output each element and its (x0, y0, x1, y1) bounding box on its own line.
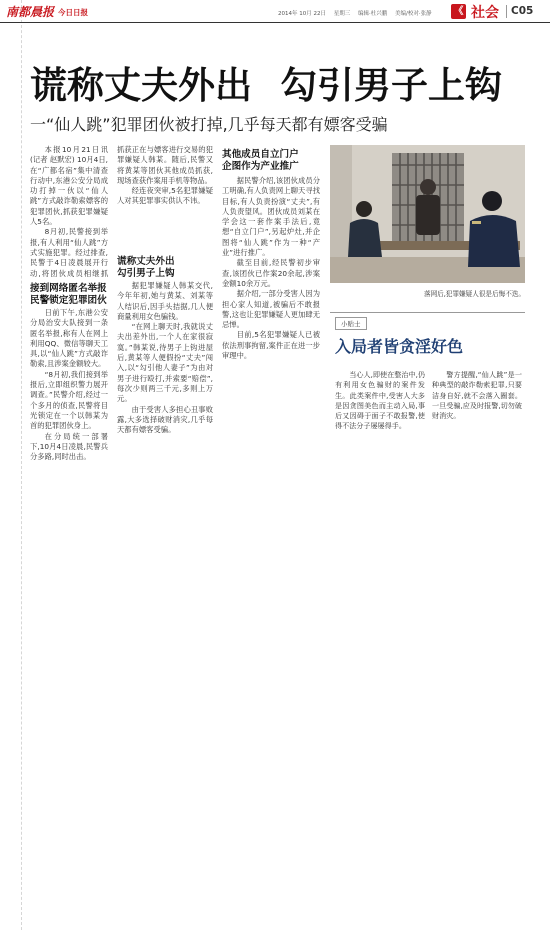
column-2-body (117, 281, 213, 487)
photo-officer-cap (482, 191, 502, 211)
issue-weekday: 星期三 (333, 11, 351, 17)
paragraph: 目前,5名犯罪嫌疑人已被依法刑事拘留,案件正在进一步审理中。 (222, 330, 320, 361)
headline-part-1: 谎称丈夫外出 (30, 64, 252, 107)
page-binding-line (21, 0, 22, 930)
double-chevron-left-icon: 《 (451, 4, 466, 19)
column-1-subheading (30, 283, 110, 306)
subheading-line: 接到网络匿名举报 (30, 283, 107, 294)
paragraph: 在分局统一部署下,10月4日凌晨,民警兵分多路,同时出击。 (30, 431, 108, 462)
photo-caption: 落网后,犯罪嫌疑人很是后悔不迭。 (423, 290, 525, 298)
sidebar-tag: 小贴士 (335, 317, 367, 330)
newspaper-logo: 南都晨报 (6, 5, 55, 19)
paragraph: “在网上聊天时,我就说丈夫出差外出,一个人在家很寂寞。”韩某说,待男子上钩进屋后,黄某等人便假扮“丈夫”闯入,以“勾引他人妻子”为由对男子进行殴打,并索要“赔偿”,每次少则两三千元,多则上万元。 (117, 322, 213, 404)
headline (30, 64, 502, 108)
subheading-line: 民警锁定犯罪团伙 (30, 294, 107, 306)
paragraph: 8月初,民警接到举报,有人利用“仙人跳”方式实施犯罪。经过排查,民警于4日凌晨展开行动,将团伙成员相继抓 (30, 227, 108, 278)
column-3-subheading (222, 149, 320, 172)
paragraph: 据犯罪嫌疑人韩某交代,今年年初,她与黄某、刘某等人结识后,因手头拮据,几人便商量利用女色骗钱。 (117, 281, 213, 321)
subtitle: 一“仙人跳”犯罪团伙被打掉,几乎每天都有嫖客受骗 (30, 115, 388, 134)
column-1-body (30, 308, 108, 462)
paragraph: 由于受害人多担心丑事败露,大多选择破财消灾,几乎每天都有嫖客受骗。 (117, 404, 213, 435)
photo-left-person-body (348, 219, 382, 257)
editor-credit: 编辑·杜兴鹏 (358, 11, 388, 17)
column-2-lead (117, 145, 213, 248)
paragraph: 据介绍,一部分受害人因为担心家人知道,被骗后不敢报警,这也让犯罪嫌疑人更加肆无忌惮。 (222, 289, 320, 330)
paragraph: “8月初,我们接到举报后,立即组织警力展开调查。”民警介绍,经过一个多月的侦查,民警将目光锁定在一个以韩某为首的犯罪团伙身上。 (30, 369, 108, 431)
issue-date: 2014年 10月 22日 (278, 11, 326, 17)
subheading-line: 其他成员自立门户 (222, 149, 299, 160)
headline-part-2: 勾引男子上钩 (280, 64, 502, 107)
sidebar-column-1 (335, 370, 425, 487)
photo-officer-epaulette (472, 221, 481, 224)
paragraph: 经连夜突审,5名犯罪嫌疑人对其犯罪事实供认不讳。 (117, 186, 213, 206)
paragraph: 警方提醒,“仙人跳”是一种典型的敲诈勒索犯罪,只要洁身自好,就不会落入圈套。一旦受骗,应及时报警,切勿破财消灾。 (432, 370, 522, 421)
paragraph: 抓获正在与嫖客进行交易的犯罪嫌疑人韩某。随后,民警又将黄某等团伙其他成员抓获,现场查获作案用手机等物品。 (117, 145, 213, 185)
photo-suspect-body (416, 195, 440, 235)
photo-left-person-head (356, 201, 372, 217)
header-divider (506, 5, 507, 18)
subheading-line: 勾引男子上钩 (117, 267, 175, 279)
photo-suspect-head (420, 179, 436, 195)
paragraph: 日前下午,东港公安分局治安大队接到一条匿名举报,称有人在网上利用QQ、微信等聊天工具,以“仙人跳”方式敲诈勒索,且涉案金额较大。 (30, 308, 108, 369)
paragraph: 截至目前,经民警初步审查,该团伙已作案20余起,涉案金额10余万元。 (222, 258, 320, 288)
paragraph: 本报10月21日讯(记者 赵默宏) 10月4日,在“广都名宿”集中清查行动中,东港公安分局成功打掉一伙以“仙人跳”方式敲诈勒索嫖客的犯罪团伙,抓获犯罪嫌疑人5名。 (30, 145, 108, 227)
paragraph: 当心人,即使在整治中,仍有利用女色骗财的案件发生。此类案件中,受害人大多是因贪图美色而主动入局,事后又因碍于面子不敢报警,使得不法分子屡屡得手。 (335, 370, 425, 431)
sidebar-heading: 入局者皆贪淫好色 (335, 337, 464, 356)
designer-credit: 美编/校对·张静 (395, 11, 432, 17)
section-name: 社会 (471, 5, 499, 21)
news-photo (330, 145, 525, 283)
column-3-body (222, 176, 320, 487)
column-2-subheading (117, 256, 213, 279)
sidebar-column-2 (432, 370, 522, 487)
subheading-line: 企图作为产业推广 (222, 160, 299, 172)
page-number: C05 (511, 5, 534, 17)
column-1-lead (30, 145, 108, 279)
subheading-line: 谎称丈夫外出 (117, 256, 175, 267)
issue-meta (278, 9, 438, 17)
newspaper-logo-subtitle: 今日日报 (58, 8, 88, 17)
paragraph: 据民警介绍,该团伙成员分工明确,有人负责网上聊天寻找目标,有人负责扮演“丈夫”,有人负责望风。团伙成员刘某在学会这一套作案手法后,竟想“自立门户”,另起炉灶,并企图将“仙人跳”作为一种“产业”进行推广。 (222, 176, 320, 258)
